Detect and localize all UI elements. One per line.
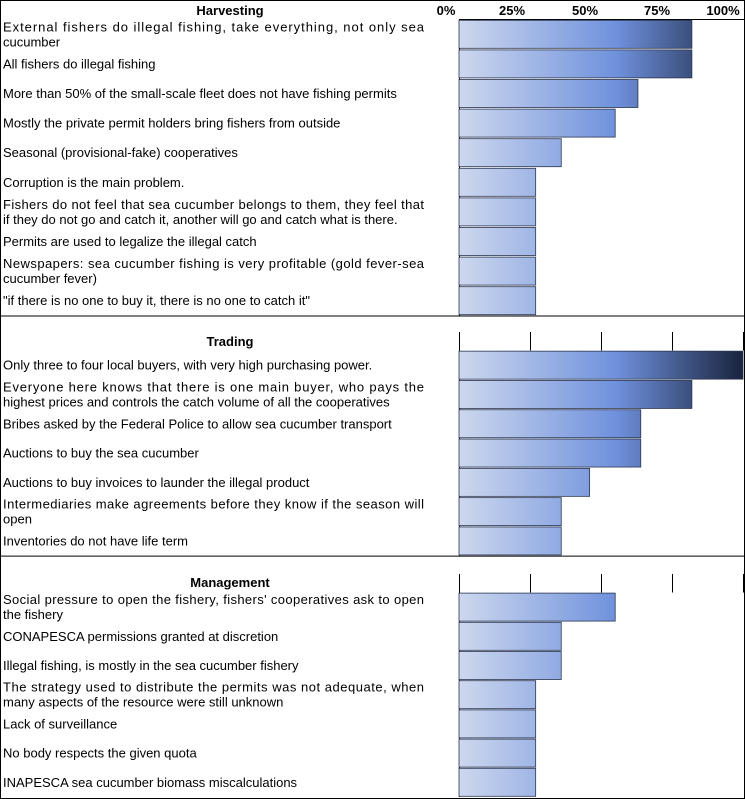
bar-label: cucumber	[3, 34, 61, 50]
bar-label: Newspapers: sea cucumber fishing is very profitable (gold fever-sea	[3, 256, 424, 272]
bar	[459, 380, 692, 408]
bar	[459, 710, 536, 738]
bar-label: INAPESCA sea cucumber biomass miscalculations	[3, 774, 298, 790]
bar-label: Corruption is the main problem.	[3, 174, 185, 190]
bar-label: if they do not go and catch it, another will go and catch what is there.	[3, 211, 398, 227]
bar-label: Mostly the private permit holders bring fishers from outside	[3, 115, 341, 131]
bar-label: many aspects of the resource were still unknown	[3, 694, 284, 710]
x-tick-label: 100%	[706, 3, 740, 18]
bar	[459, 681, 536, 709]
bar-label: External fishers do illegal fishing, take everything, not only sea	[3, 19, 424, 35]
bar	[459, 622, 561, 650]
bar	[459, 351, 743, 379]
bar-label: Auctions to buy the sea cucumber	[3, 445, 199, 461]
bar	[459, 593, 615, 621]
bar-label: No body respects the given quota	[3, 745, 197, 761]
x-tick-label: 0%	[436, 3, 456, 18]
section-title: Trading	[206, 334, 254, 349]
bar	[459, 287, 536, 315]
bar-label: Only three to four local buyers, with very high purchasing power.	[3, 357, 373, 373]
bar	[459, 739, 536, 767]
bar	[459, 468, 590, 496]
bar	[459, 228, 536, 256]
bar	[459, 198, 536, 226]
bar-label: CONAPESCA permissions granted at discretion	[3, 628, 279, 644]
bar	[459, 109, 615, 137]
bar-label: Auctions to buy invoices to launder the illegal product	[3, 474, 310, 490]
bar-label: Intermediaries make agreements before they know if the season will	[3, 496, 424, 512]
section-title: Management	[190, 575, 270, 590]
bar	[459, 80, 638, 108]
x-tick-label: 25%	[498, 3, 526, 18]
bar-label: Lack of surveillance	[3, 716, 118, 732]
bar	[459, 410, 641, 438]
bar-label: Social pressure to open the fishery, fishers' cooperatives ask to open	[3, 592, 424, 608]
bar-label: Inventories do not have life term	[3, 533, 188, 549]
bar	[459, 257, 536, 285]
bar-label: Everyone here knows that there is one main buyer, who pays the	[3, 379, 424, 395]
bar-label: The strategy used to distribute the permits was not adequate, when	[3, 679, 424, 695]
bar-label: cucumber fever)	[3, 271, 97, 287]
bar-label: Seasonal (provisional-fake) cooperatives	[3, 145, 238, 161]
bar	[459, 768, 536, 796]
x-tick-label: 50%	[571, 3, 599, 18]
bar-label: More than 50% of the small-scale fleet does not have fishing permits	[3, 86, 397, 101]
bar	[459, 439, 641, 467]
bar	[459, 50, 692, 78]
bar-label: Illegal fishing, is mostly in the sea cucumber fishery	[3, 658, 299, 673]
bar	[459, 20, 692, 48]
bar-label: Bribes asked by the Federal Police to allow sea cucumber transport	[3, 416, 392, 432]
bar-label: Permits are used to legalize the illegal catch	[3, 234, 257, 249]
bar	[459, 498, 561, 526]
bar-label: All fishers do illegal fishing	[3, 56, 156, 72]
section-title: Harvesting	[196, 3, 264, 18]
x-tick-label: 75%	[643, 3, 671, 18]
bar	[459, 139, 561, 167]
bar-label: open	[3, 511, 32, 527]
bar-label: the fishery	[3, 607, 63, 623]
bar-label: highest prices and controls the catch volume of all the cooperatives	[3, 394, 390, 410]
bar	[459, 168, 536, 196]
bar	[459, 527, 561, 555]
bar-label: "if there is no one to buy it, there is no one to catch it"	[3, 293, 310, 309]
bar-label: Fishers do not feel that sea cucumber belongs to them, they feel that	[3, 196, 424, 212]
bar	[459, 652, 561, 680]
